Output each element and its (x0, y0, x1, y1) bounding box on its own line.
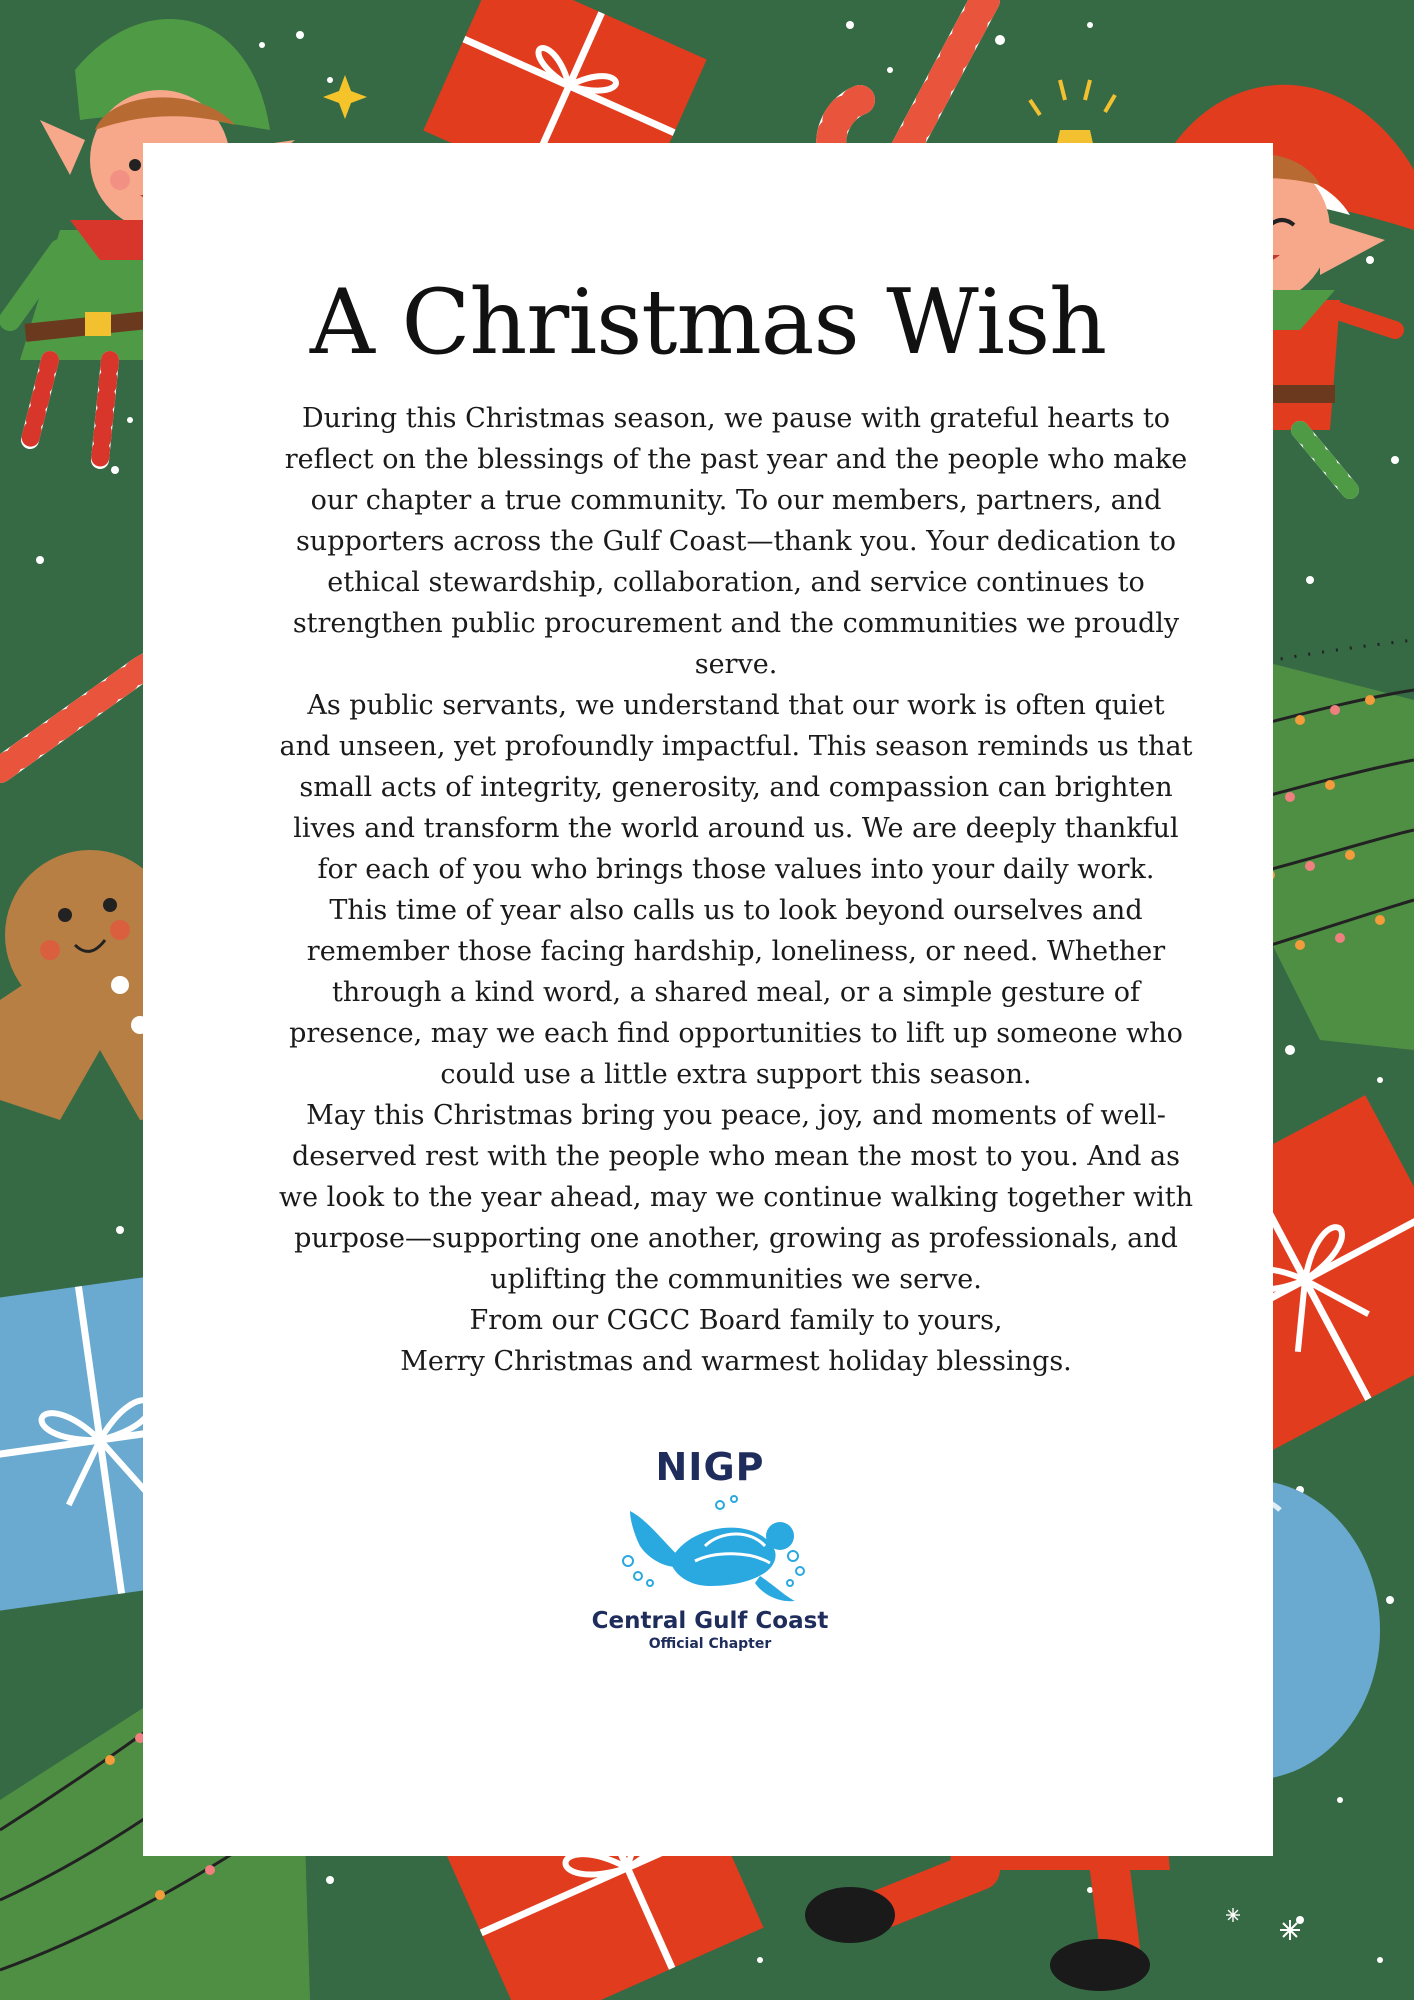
snowflake-icon (1226, 1908, 1300, 1940)
logo-acronym: NIGP (655, 1445, 765, 1489)
letter-paragraph: May this Christmas bring you peace, joy, and moments of well-deserved rest with the people who mean the most to you. And as we look to the year ahead, may we continue walking together with purpose—supporting one another, growing as professionals, and uplifting the communities we serve. (278, 1100, 1194, 1295)
logo-chapter-name: Central Gulf Coast (591, 1608, 829, 1634)
letter-paragraph: This time of year also calls us to look beyond ourselves and remember those facing hardship, loneliness, or need. Whether through a kind word, a shared meal, or a simple gesture of presence, may we each find opportunities to lift up someone who could use a little extra support this season. (289, 895, 1183, 1090)
page-title: A Christmas Wish (309, 270, 1107, 375)
closing-line: Merry Christmas and warmest holiday blessings. (400, 1346, 1072, 1377)
letter-paragraph: As public servants, we understand that our work is often quiet and unseen, yet profoundly impactful. This season reminds us that small acts of integrity, generosity, and compassion can brighten lives and transform the world around us. We are deeply thankful for each of you who brings those values into your daily work. (279, 690, 1193, 885)
letter-body (278, 398, 1194, 1382)
closing-line: From our CGCC Board family to yours, (469, 1305, 1003, 1336)
letter-paragraph: During this Christmas season, we pause with grateful hearts to reflect on the blessings of the past year and the people who make our chapter a true community. To our members, partners, and supporters across the Gulf Coast—thank you. Your dedication to ethical stewardship, collaboration, and service continues to strengthen public procurement and the communities we proudly serve. (284, 403, 1188, 680)
chapter-logo (575, 1445, 845, 1670)
sea-turtle-icon (610, 1491, 810, 1611)
logo-subtitle: Official Chapter (648, 1636, 772, 1652)
